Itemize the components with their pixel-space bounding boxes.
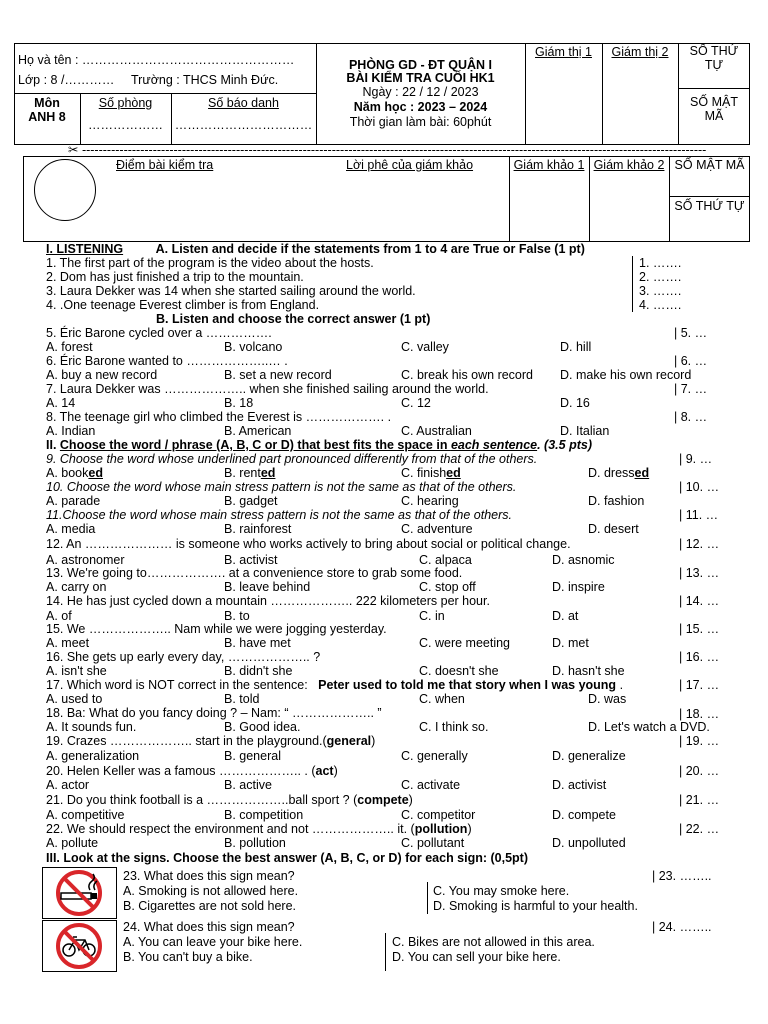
q13-option-b: B. leave behind — [224, 580, 311, 594]
q21-option-b: B. competition — [224, 808, 304, 822]
subject-value: ANH 8 — [28, 110, 66, 124]
q16-option-d: D. hasn't she — [552, 664, 625, 678]
answer-blank-21: | 21. … — [679, 793, 720, 807]
score-circle — [34, 159, 96, 221]
answer-blank-3: 3. ……. — [639, 284, 682, 298]
q8-option-b: B. American — [224, 424, 292, 438]
q23-option-d: D. Smoking is harmful to your health. — [433, 899, 638, 913]
q6-option-d: D. make his own record — [560, 368, 692, 382]
section-3-title: III. Look at the signs. Choose the best answer (A, B, C, or D) for each sign: (0,5pt) — [46, 851, 529, 865]
order-number-score: SỐ THỨ TỰ — [674, 199, 745, 213]
q21-option-c: C. competitor — [401, 808, 476, 822]
answer-blank-18: | 18. … — [679, 707, 720, 721]
q20-option-a: A. actor — [46, 778, 90, 792]
q23-option-b: B. Cigarettes are not sold here. — [123, 899, 297, 913]
q16-option-a: A. isn't she — [46, 664, 107, 678]
question-12-stem: 12. An ………………… is someone who works actively to bring about social or political change. — [46, 537, 571, 551]
statement-4: 4. .One teenage Everest climber is from England. — [46, 298, 320, 312]
q7-option-d: D. 16 — [560, 396, 590, 410]
q12-option-a: A. astronomer — [46, 553, 125, 567]
q15-option-c: C. were meeting — [419, 636, 511, 650]
answer-blank-2: 2. ……. — [639, 270, 682, 284]
question-14-stem: 14. He has just cycled down a mountain ……………….. 222 kilometers per hour. — [46, 594, 490, 608]
room-dots: ……………… — [88, 118, 163, 132]
exam-duration: Thời gian làm bài: 60phút — [349, 115, 492, 129]
class-label: Lớp : 8 /………… — [18, 73, 115, 87]
q14-option-a: A. of — [46, 609, 72, 623]
q9-option-b: B. rented — [224, 466, 276, 480]
exam-title: BÀI KIỂM TRA CUỐI HK1 — [346, 71, 495, 85]
q17-option-b: B. told — [224, 692, 260, 706]
q18-option-c: C. I think so. — [419, 720, 489, 734]
q7-option-c: C. 12 — [401, 396, 431, 410]
answer-blank-12: | 12. … — [679, 537, 720, 551]
q19-option-d: D. generalize — [552, 749, 626, 763]
school-label: Trường : THCS Minh Đức. — [131, 73, 279, 87]
q5-option-a: A. forest — [46, 340, 93, 354]
q21-option-a: A. competitive — [46, 808, 125, 822]
q7-option-b: B. 18 — [224, 396, 254, 410]
exam-date: Ngày : 22 / 12 / 2023 — [362, 85, 479, 99]
secret-code-score: SỐ MẬT MÃ — [674, 158, 745, 172]
proctor-2: Giám thị 2 — [611, 45, 669, 59]
q8-option-d: D. Italian — [560, 424, 610, 438]
q12-option-d: D. asnomic — [552, 553, 615, 567]
q14-option-d: D. at — [552, 609, 579, 623]
question-7-stem: 7. Laura Dekker was ……………….. when she finished sailing around the world. — [46, 382, 489, 396]
school-year: Năm học : 2023 – 2024 — [353, 100, 488, 114]
q13-option-a: A. carry on — [46, 580, 107, 594]
q15-option-b: B. have met — [224, 636, 291, 650]
q16-option-b: B. didn't she — [224, 664, 293, 678]
q10-option-c: C. hearing — [401, 494, 459, 508]
id-dots: …………………………… — [174, 118, 313, 132]
question-10-stem: 10. Choose the word whose main stress pattern is not the same as that of the others. — [46, 480, 517, 494]
q18-option-b: B. Good idea. — [224, 720, 301, 734]
name-label: Họ và tên : …………………………………………… — [18, 53, 295, 67]
answer-blank-22: | 22. … — [679, 822, 720, 836]
subject-label: Môn — [34, 96, 60, 110]
section-1-part-a: A. Listen and decide if the statements from 1 to 4 are True or False (1 pt) — [155, 242, 585, 256]
answer-blank-8: | 8. … — [674, 410, 708, 424]
score-label: Điểm bài kiểm tra — [116, 158, 214, 172]
q19-option-a: A. generalization — [46, 749, 140, 763]
q21-option-d: D. compete — [552, 808, 616, 822]
q5-option-c: C. valley — [401, 340, 449, 354]
q12-option-b: B. activist — [224, 553, 278, 567]
proctor-1: Giám thị 1 — [535, 45, 592, 59]
answer-blank-17: | 17. … — [679, 678, 720, 692]
q17-option-d: D. was — [588, 692, 627, 706]
q6-option-c: C. break his own record — [401, 368, 534, 382]
answer-blank-1: 1. ……. — [639, 256, 682, 270]
no-bicycles-sign-icon — [42, 920, 117, 972]
q15-option-a: A. meet — [46, 636, 90, 650]
q11-option-c: C. adventure — [401, 522, 473, 536]
statement-1: 1. The first part of the program is the video about the hosts. — [46, 256, 374, 270]
q5-option-d: D. hill — [560, 340, 592, 354]
question-8-stem: 8. The teenage girl who climbed the Everest is ………………. . — [46, 410, 392, 424]
answer-blank-15: | 15. … — [679, 622, 720, 636]
q11-option-b: B. rainforest — [224, 522, 292, 536]
q6-option-b: B. set a new record — [224, 368, 332, 382]
q24-option-b: B. You can't buy a bike. — [123, 950, 253, 964]
q15-option-d: D. met — [552, 636, 589, 650]
question-17-stem: 17. Which word is NOT correct in the sentence: Peter used to told me that story when I was young . — [46, 678, 624, 692]
q22-option-c: C. pollutant — [401, 836, 465, 850]
cut-line: ✂ ------------------------------------------------------------------------------------------------------------------------------------------------------ — [68, 143, 707, 157]
statement-3: 3. Laura Dekker was 14 when she started sailing around the world. — [46, 284, 416, 298]
q9-option-a: A. booked — [46, 466, 103, 480]
answer-blank-10: | 10. … — [679, 480, 720, 494]
answer-blank-9: | 9. … — [679, 452, 713, 466]
q20-option-d: D. activist — [552, 778, 607, 792]
q23-option-a: A. Smoking is not allowed here. — [123, 884, 299, 898]
q17-option-a: A. used to — [46, 692, 103, 706]
q8-option-c: C. Australian — [401, 424, 472, 438]
question-16-stem: 16. She gets up early every day, ……………….. ? — [46, 650, 321, 664]
q22-option-d: D. unpolluted — [552, 836, 626, 850]
question-9-stem: 9. Choose the word whose underlined part pronounced differently from that of the others. — [46, 452, 538, 466]
answer-blank-11: | 11. … — [679, 508, 719, 522]
q18-option-a: A. It sounds fun. — [46, 720, 137, 734]
q20-option-c: C. activate — [401, 778, 461, 792]
comment-label: Lời phê của giám khảo — [346, 158, 474, 172]
answer-blank-13: | 13. … — [679, 566, 720, 580]
secret-code-header: SỐ MẬT MÃ — [690, 95, 738, 123]
q12-option-c: C. alpaca — [419, 553, 472, 567]
question-19-stem: 19. Crazes ……………….. start in the playground.(general) — [46, 734, 376, 748]
q7-option-a: A. 14 — [46, 396, 76, 410]
q17-option-c: C. when — [419, 692, 465, 706]
examiner-2: Giám khảo 2 — [593, 158, 665, 172]
section-1-part-b: B. Listen and choose the correct answer (1 pt) — [156, 312, 431, 326]
q22-option-b: B. pollution — [224, 836, 286, 850]
no-smoking-sign-icon — [42, 867, 117, 919]
question-5-stem: 5. Éric Barone cycled over a ……………. — [46, 326, 272, 340]
q19-option-c: C. generally — [401, 749, 468, 763]
q13-option-d: D. inspire — [552, 580, 605, 594]
q16-option-c: C. doesn't she — [419, 664, 499, 678]
q5-option-b: B. volcano — [224, 340, 283, 354]
answer-blank-20: | 20. … — [679, 764, 720, 778]
answer-blank-24: | 24. …….. — [652, 920, 712, 934]
q11-option-d: D. desert — [588, 522, 639, 536]
id-label: Số báo danh — [208, 96, 279, 110]
q19-option-b: B. general — [224, 749, 281, 763]
answer-blank-19: | 19. … — [679, 734, 720, 748]
q24-option-a: A. You can leave your bike here. — [123, 935, 303, 949]
answer-blank-23: | 23. …….. — [652, 869, 712, 883]
q14-option-c: C. in — [419, 609, 445, 623]
q6-option-a: A. buy a new record — [46, 368, 158, 382]
q18-option-d: D. Let's watch a DVD. — [588, 720, 710, 734]
q24-option-c: C. Bikes are not allowed in this area. — [392, 935, 595, 949]
answer-blank-7: | 7. … — [674, 382, 708, 396]
question-24-stem: 24. What does this sign mean? — [123, 920, 295, 934]
question-13-stem: 13. We're going to………………. at a convenience store to grab some food. — [46, 566, 463, 580]
room-label: Số phòng — [98, 96, 153, 110]
q11-option-a: A. media — [46, 522, 96, 536]
answer-blank-6: | 6. … — [674, 354, 708, 368]
q14-option-b: B. to — [224, 609, 250, 623]
question-11-stem: 11.Choose the word whose main stress pattern is not the same as that of the others. — [46, 508, 512, 522]
answer-blank-4: 4. ……. — [639, 298, 682, 312]
q10-option-d: D. fashion — [588, 494, 645, 508]
q24-option-d: D. You can sell your bike here. — [392, 950, 561, 964]
q8-option-a: A. Indian — [46, 424, 96, 438]
question-20-stem: 20. Helen Keller was a famous ……………….. . (act) — [46, 764, 338, 778]
q22-option-a: A. pollute — [46, 836, 99, 850]
question-22-stem: 22. We should respect the environment and not ……………….. it. (pollution) — [46, 822, 472, 836]
order-number-header: SỐ THỨ TỰ — [689, 44, 739, 72]
q10-option-a: A. parade — [46, 494, 101, 508]
q9-option-d: D. dressed — [588, 466, 650, 480]
q23-option-c: C. You may smoke here. — [433, 884, 570, 898]
section-2-title: II. Choose the word / phrase (A, B, C or D) that best fits the space in each sentence. (3.5 pts) — [46, 438, 592, 452]
q20-option-b: B. active — [224, 778, 272, 792]
answer-blank-5: | 5. … — [674, 326, 708, 340]
section-1-title: I. LISTENING — [46, 242, 124, 256]
examiner-1: Giám khảo 1 — [513, 158, 585, 172]
q9-option-c: C. finished — [401, 466, 461, 480]
question-18-stem: 18. Ba: What do you fancy doing ? – Nam: “ ……………….. ” — [46, 706, 382, 720]
statement-2: 2. Dom has just finished a trip to the mountain. — [46, 270, 304, 284]
question-15-stem: 15. We ……………….. Nam while we were jogging yesterday. — [46, 622, 387, 636]
answer-blank-14: | 14. … — [679, 594, 720, 608]
answer-blank-16: | 16. … — [679, 650, 720, 664]
question-6-stem: 6. Éric Barone wanted to ………………..… . — [46, 354, 288, 368]
q10-option-b: B. gadget — [224, 494, 278, 508]
q13-option-c: C. stop off — [419, 580, 476, 594]
question-21-stem: 21. Do you think football is a ………………..ball sport ? (compete) — [46, 793, 413, 807]
question-23-stem: 23. What does this sign mean? — [123, 869, 295, 883]
department: PHÒNG GD - ĐT QUẬN I — [348, 58, 493, 72]
